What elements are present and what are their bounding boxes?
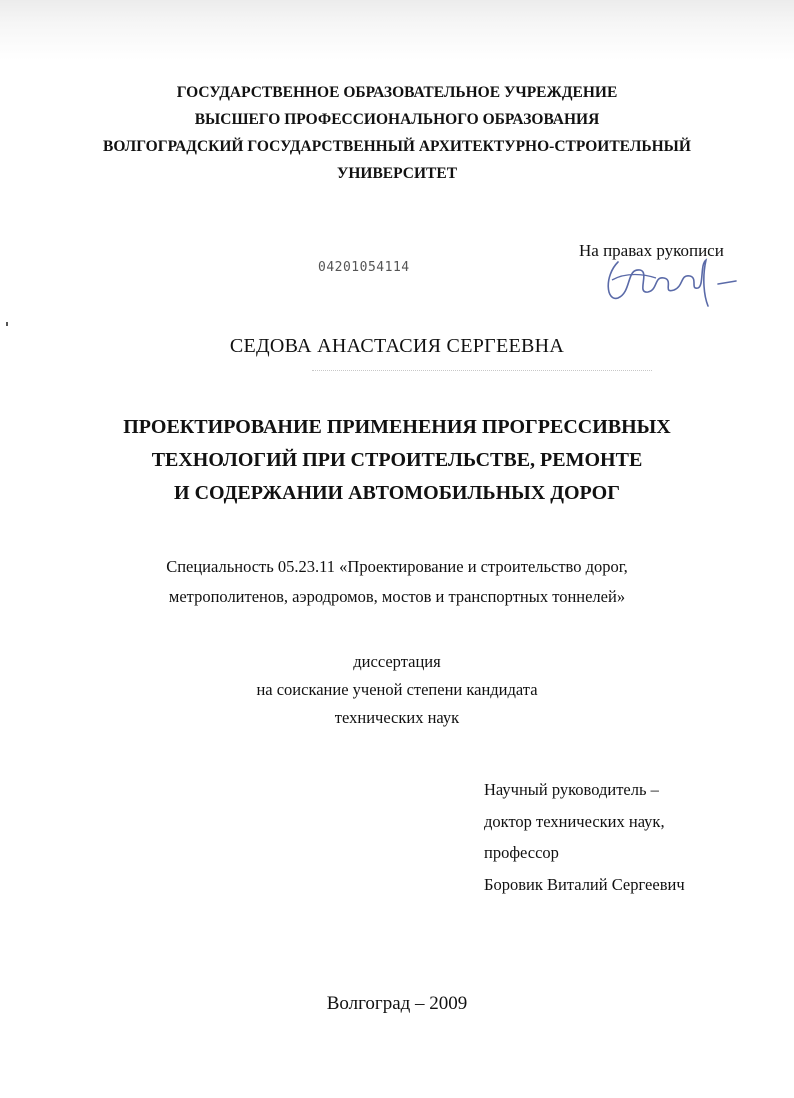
header-line: УНИВЕРСИТЕТ	[336, 165, 458, 182]
signature-icon	[596, 254, 746, 314]
scan-shadow	[0, 0, 794, 60]
institution-header	[60, 79, 734, 187]
scan-speck	[6, 322, 8, 326]
divider	[312, 370, 652, 371]
signature-stroke	[608, 260, 708, 306]
degree-info	[60, 648, 734, 732]
degree-line: технических наук	[334, 708, 460, 727]
title-line: И СОДЕРЖАНИИ АВТОМОБИЛЬНЫХ ДОРОГ	[174, 482, 620, 504]
specialty	[60, 552, 734, 612]
header-line: ВЫСШЕГО ПРОФЕССИОНАЛЬНОГО ОБРАЗОВАНИЯ	[194, 111, 600, 128]
supervisor-line: профессор	[484, 843, 559, 862]
header-line: ГОСУДАРСТВЕННОЕ ОБРАЗОВАТЕЛЬНОЕ УЧРЕЖДЕНИЕ	[176, 84, 618, 101]
specialty-line: Специальность 05.23.11 «Проектирование и строительство дорог,	[166, 557, 628, 576]
header-line: ВОЛГОГРАДСКИЙ ГОСУДАРСТВЕННЫЙ АРХИТЕКТУРНО-СТРОИТЕЛЬНЫЙ	[103, 138, 691, 155]
title-line: ТЕХНОЛОГИЙ ПРИ СТРОИТЕЛЬСТВЕ, РЕМОНТЕ	[151, 449, 643, 471]
supervisor-block	[484, 774, 685, 900]
dissertation-title	[60, 411, 734, 510]
signature-tail	[718, 281, 736, 284]
signature-loop	[612, 275, 656, 281]
manuscript-note: На правах рукописи	[579, 241, 724, 260]
inventory-number: 04201054114	[318, 260, 410, 275]
supervisor-line: Научный руководитель –	[484, 780, 659, 799]
city-year: Волгоград – 2009	[326, 993, 468, 1014]
degree-line: диссертация	[353, 652, 441, 671]
supervisor-line: Боровик Виталий Сергеевич	[484, 874, 685, 894]
degree-line: на соискание ученой степени кандидата	[256, 680, 538, 699]
specialty-line: метрополитенов, аэродромов, мостов и транспортных тоннелей»	[168, 587, 626, 606]
author-name: СЕДОВА АНАСТАСИЯ СЕРГЕЕВНА	[229, 335, 565, 357]
supervisor-line: доктор технических наук,	[484, 811, 665, 831]
title-line: ПРОЕКТИРОВАНИЕ ПРИМЕНЕНИЯ ПРОГРЕССИВНЫХ	[123, 416, 671, 438]
